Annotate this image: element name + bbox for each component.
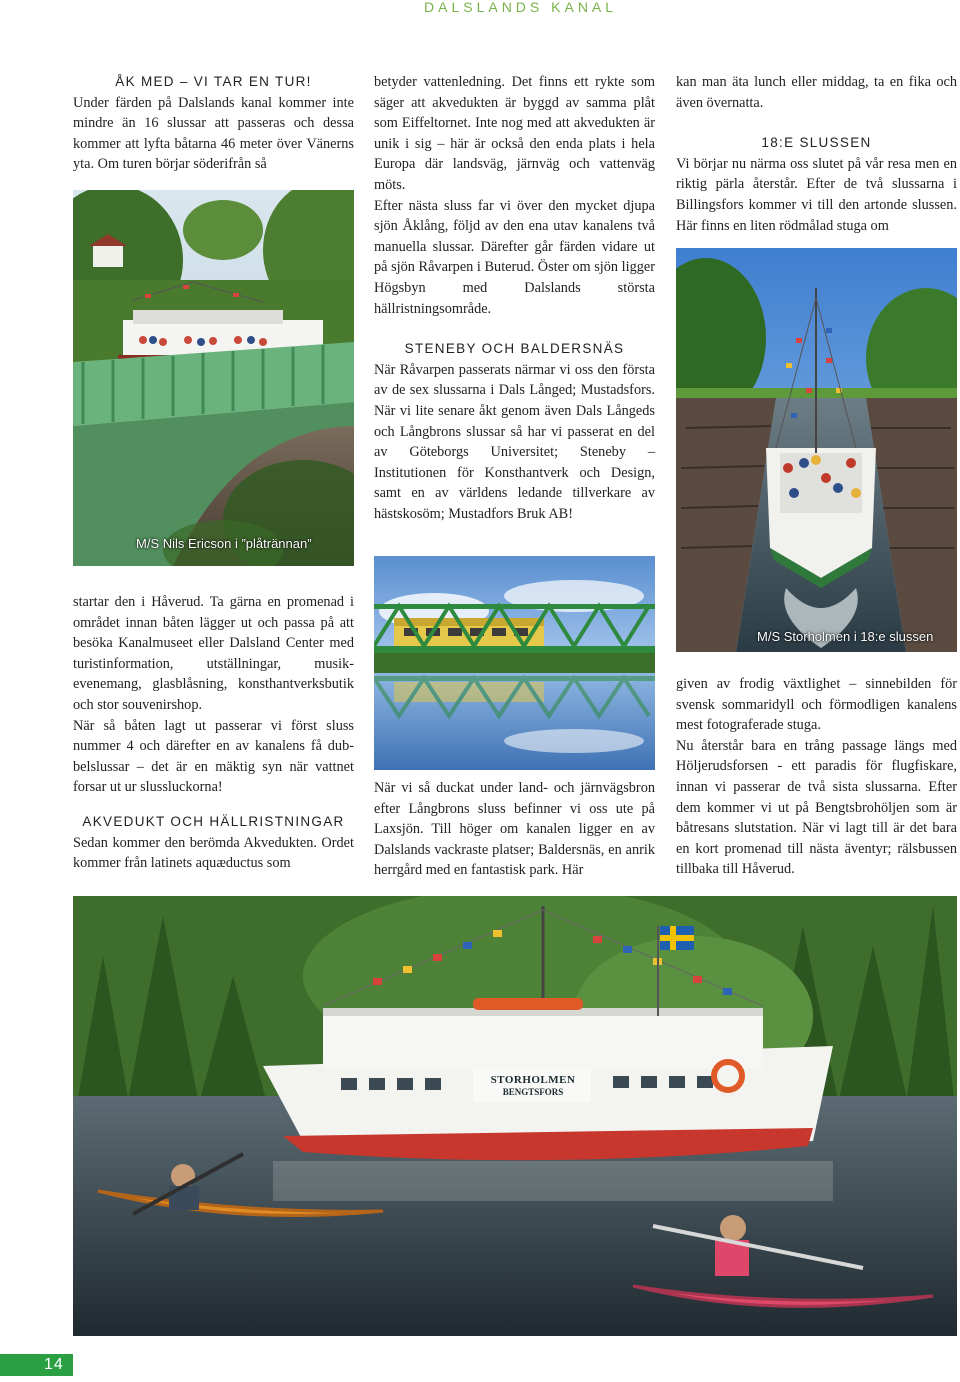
column-3 bbox=[676, 72, 957, 236]
paragraph-sluss-4: När så båten lagt ut passerar vi först sluss nummer 4 och därefter en av kanalens få dubbelslussar – det är en mäktig syn när vattnet forsar ut ur slussluckorna! bbox=[73, 717, 354, 796]
paragraph-holjerudsforsen: Nu återstår bara en trång passage längs med Höljerudsforsen - ett paradis för flugfiskare, innan vi passerar de två sista slussarna. Efter dem kommer vi ut på Bengtsbrohöljen som är båtresans slutstation. När vi lagt till är det bara en kort promenad till nästa äventyr; rälsbussen tillbaka till Håverud. bbox=[676, 737, 957, 878]
heading-18e-slussen: 18:E SLUSSEN bbox=[761, 135, 872, 151]
column-3-lower bbox=[676, 674, 957, 880]
heading-steneby: STENEBY OCH BALDERSNÄS bbox=[404, 341, 625, 357]
intro-paragraph: Under färden på Dalslands kanal kommer inte mindre än 16 slussar att passeras och dessa kommer att lyfta båtarna 46 meter över Vänerns yta. Om turen börjar söderifrån så bbox=[73, 94, 354, 173]
column-2 bbox=[374, 72, 655, 524]
paragraph-laxsjon: När vi så duckat under land- och järnvägsbron efter Långbrons sluss befinner vi oss ute på Laxsjön. Till höger om kanalen ligger en av Dalslands vackraste platser; Baldersnäs, en anrik herrgård med en fantastisk park. Här bbox=[374, 780, 655, 879]
heading-akvedukt: AKVEDUKT OCH HÄLLRISTNINGAR bbox=[82, 813, 345, 829]
page-number: 14 bbox=[44, 1356, 64, 1373]
paragraph-haverud: startar den i Håverud. Ta gärna en promenad i området innan båten lägger ut och passa på att besöka Kanalmuseet eller Dalsland Center med turistinformation, utställningar, musikevenemang, glasblåsning, konsthantverksbutik och stor souvenirshop. bbox=[73, 594, 354, 713]
paragraph-aklang: Efter nästa sluss far vi över den mycket djupa sjön Åklång, följd av den ena utav kanalens två manuella slussar. Därefter går färden vidare ut på sjön Råvarpen i Buterud. Öster om sjön ligger Högsbyn med Dalslands största hällristningsområde. bbox=[374, 197, 655, 317]
paragraph-parla: Vi börjar nu närma oss slutet på vår resa men en riktig pärla återstår. Efter de två slussarna i Billingsfors kommer vi till den artonde slussen. Här finns en liten rödmålad stuga om bbox=[676, 155, 957, 234]
boat-name: STORHOLMEN bbox=[490, 1074, 576, 1086]
paragraph-vattenledning: betyder vattenledning. Det finns ett rykte som säger att akvedukten är byggd av samma plåt som Eiffeltornet. Inte nog med att akvedukten är unik i sig – här är också den enda plats i hela Europa där landsväg, järnväg och vattenväg möts. bbox=[374, 74, 655, 193]
column-1-lower bbox=[73, 592, 354, 874]
paragraph-ravarpen: När Råvarpen passerats närmar vi oss den första av de sex slussarna i Dals Långed; Mustadsfors. När vi lite senare åkt genom även Dals Långeds och Långbrons slussar så har vi passerat en del av Göteborgs Universitet; Steneby – Institutionen för Konsthantverk och Design, samt en av världens ledande tillverkare av hästskosöm; Mustadfors Bruk AB! bbox=[374, 361, 655, 522]
caption-aqueduct: M/S Nils Ericson i ”plåtrännan” bbox=[136, 536, 312, 551]
column-1 bbox=[73, 70, 354, 175]
column-2-lower bbox=[374, 778, 655, 881]
paragraph-sommaridyll: given av frodig växtlighet – sinnebilden för svensk sommaridyll och förmodligen kanalens mest fotograferade stuga. bbox=[676, 676, 957, 734]
paragraph-akvedukt: Sedan kommer den berömda Akvedukten. Ordet kommer från latinets aquæductus som bbox=[73, 834, 354, 872]
photo-storholmen bbox=[73, 896, 957, 1336]
running-head: DALSLANDS KANAL bbox=[424, 0, 618, 15]
caption-lock: M/S Storholmen i 18:e slussen bbox=[757, 629, 934, 644]
paragraph-lunch: kan man äta lunch eller middag, ta en fika och även övernatta. bbox=[676, 74, 957, 111]
heading-ak-med: ÅK MED – VI TAR EN TUR! bbox=[115, 74, 312, 89]
photo-lock bbox=[676, 248, 957, 652]
photo-aqueduct bbox=[73, 190, 354, 566]
photo-bridge bbox=[374, 556, 655, 770]
boat-home: BENGTSFORS bbox=[502, 1087, 564, 1097]
